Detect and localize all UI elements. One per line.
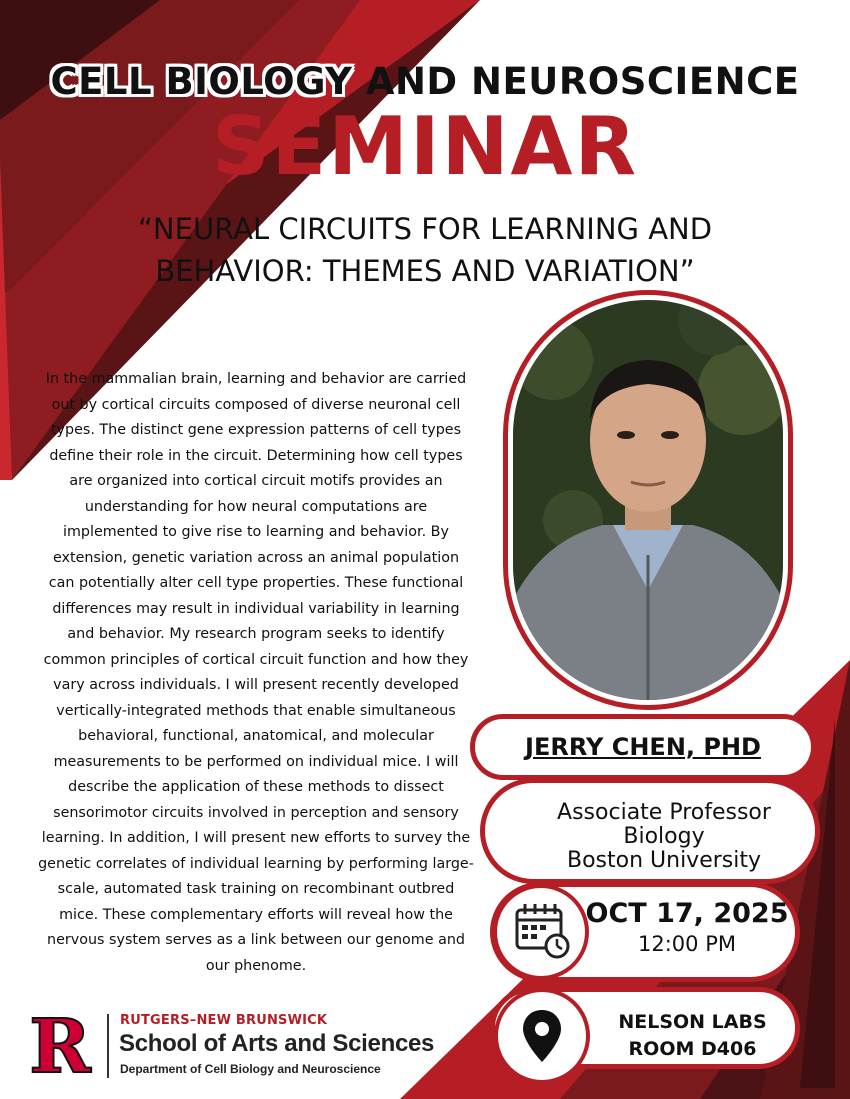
event-time: 12:00 PM (638, 932, 736, 956)
speaker-photo (513, 300, 783, 700)
logo-department: Department of Cell Biology and Neuroscience (120, 1062, 381, 1076)
talk-title-line1: “NEURAL CIRCUITS FOR LEARNING AND (137, 212, 713, 246)
rutgers-logo (20, 1012, 100, 1078)
speaker-department: Biology (623, 824, 705, 849)
series-title-rest: AND NEUROSCIENCE (352, 60, 800, 103)
speaker-position: Associate Professor (557, 800, 771, 825)
speaker-affiliation (480, 778, 820, 884)
location-line2: ROOM D406 (628, 1038, 757, 1060)
calendar-clock-icon (497, 888, 585, 976)
logo-divider (107, 1014, 109, 1078)
logo-letter: R (29, 1012, 91, 1078)
series-title (0, 60, 850, 103)
speaker-name: JERRY CHEN, PHD (470, 714, 816, 780)
abstract-text: In the mammalian brain, learning and behavior are carried out by cortical circuits composed of diverse neuronal cell types. The distinct gene expression patterns of cell types define their role in the circuit. Determining how cell types are organized into cortical circuit motifs provides an understanding for how neural computations are implemented to give rise to learning and behavior. By extension, genetic variation across an animal population can potentially alter cell type properties. These functional differences may result in individual variability in learning and behavior. My research program seeks to identify common principles of cortical circuit function and how they vary across individuals. I will present recently developed vertically-integrated methods that enable simultaneous behavioral, functional, anatomical, and molecular measurements to be performed on individual mice. I will describe the application of these methods to dissect sensorimotor circuits involved in perception and sensory learning. In addition, I will present new efforts to survey the genetic correlates of individual learning by performing large-scale, automated task training on recombinant outbred mice. These complementary efforts will reveal how the nervous system serves as a link between our genome and our phenome. (38, 371, 474, 974)
location-pin-icon (498, 992, 586, 1080)
event-type-title: SEMINAR (211, 100, 639, 193)
event-date: OCT 17, 2025 (585, 898, 789, 929)
series-title-outlined: CELL BIOLOGY (50, 60, 353, 103)
location-line1: NELSON LABS (618, 1011, 767, 1033)
speaker-institution: Boston University (566, 848, 761, 873)
logo-school: School of Arts and Sciences (119, 1030, 435, 1057)
talk-title (80, 208, 770, 292)
event-location (600, 1009, 785, 1063)
calendar-badge (493, 884, 589, 980)
location-badge (494, 988, 590, 1084)
logo-university: RUTGERS–NEW BRUNSWICK (120, 1013, 328, 1028)
talk-title-line2: BEHAVIOR: THEMES AND VARIATION” (155, 254, 695, 288)
